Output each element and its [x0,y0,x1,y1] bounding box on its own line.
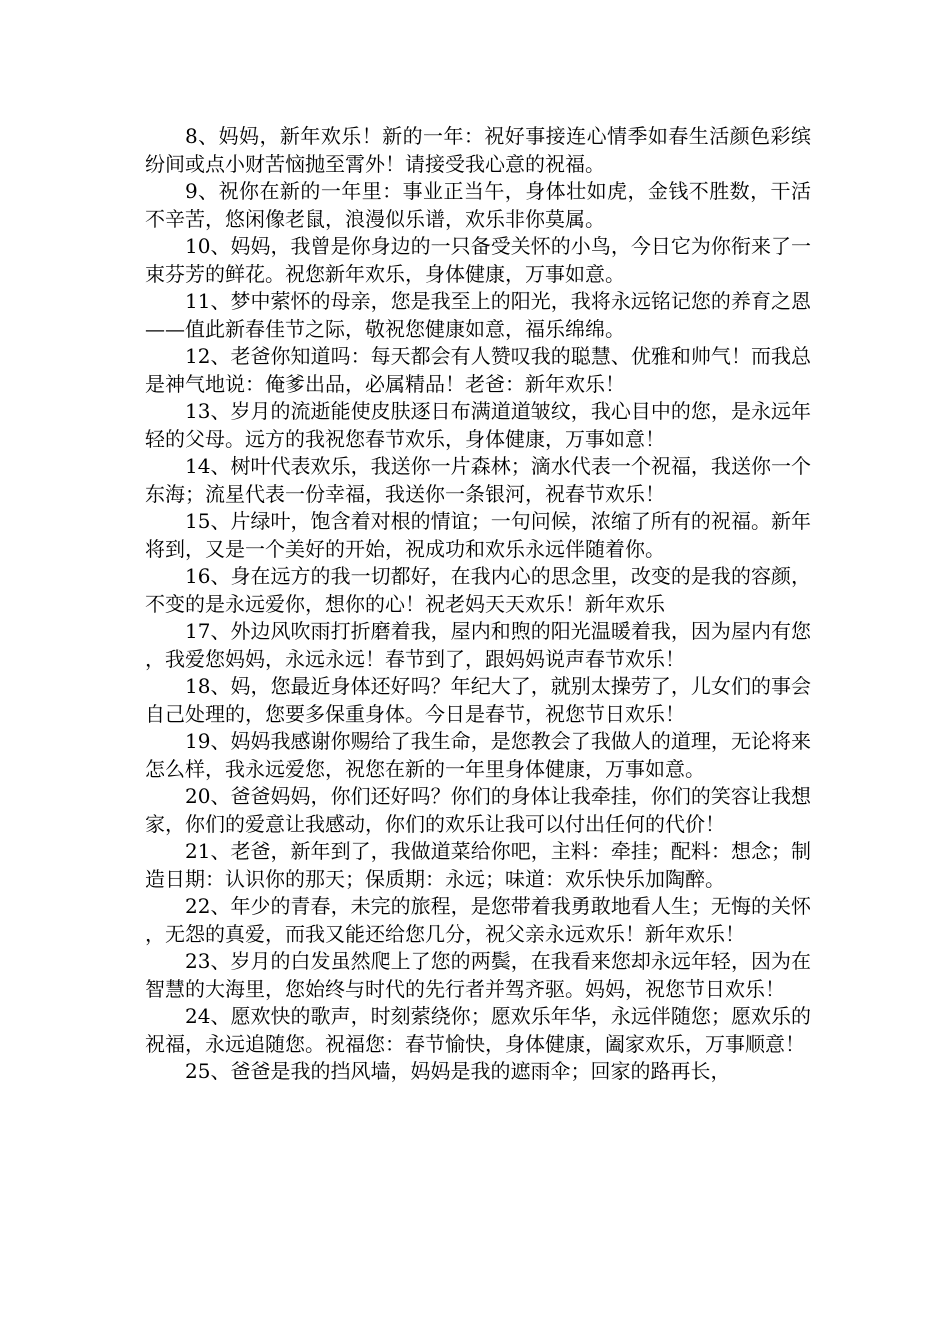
paragraph-17: 17、外边风吹雨打折磨着我，屋内和煦的阳光温暖着我，因为屋内有您，我爱您妈妈，永远永远！春节到了，跟妈妈说声春节欢乐！ [145,619,811,671]
paragraph-21: 21、老爸，新年到了，我做道菜给你吧，主料：牵挂；配料：想念；制造日期：认识你的那天；保质期：永远；味道：欢乐快乐加陶醉。 [145,839,811,891]
paragraph-16: 16、身在远方的我一切都好，在我内心的思念里，改变的是我的容颜，不变的是永远爱你，想你的心！祝老妈天天欢乐！新年欢乐 [145,564,811,616]
paragraph-11: 11、梦中萦怀的母亲，您是我至上的阳光，我将永远铭记您的养育之恩——值此新春佳节之际，敬祝您健康如意，福乐绵绵。 [145,289,811,341]
paragraph-22: 22、年少的青春，未完的旅程，是您带着我勇敢地看人生；无悔的关怀，无怨的真爱，而我又能还给您几分，祝父亲永远欢乐！新年欢乐！ [145,894,811,946]
paragraph-23: 23、岁月的白发虽然爬上了您的两鬓，在我看来您却永远年轻，因为在智慧的大海里，您始终与时代的先行者并驾齐驱。妈妈，祝您节日欢乐！ [145,949,811,1001]
paragraph-18: 18、妈，您最近身体还好吗？年纪大了，就别太操劳了，儿女们的事会自己处理的，您要多保重身体。今日是春节，祝您节日欢乐！ [145,674,811,726]
paragraph-14: 14、树叶代表欢乐，我送你一片森林；滴水代表一个祝福，我送你一个东海；流星代表一份幸福，我送你一条银河，祝春节欢乐！ [145,454,811,506]
paragraph-20: 20、爸爸妈妈，你们还好吗？你们的身体让我牵挂，你们的笑容让我想家，你们的爱意让我感动，你们的欢乐让我可以付出任何的代价！ [145,784,811,836]
body-text [145,123,811,1086]
paragraph-8: 8、妈妈，新年欢乐！新的一年：祝好事接连心情季如春生活颜色彩缤纷间或点小财苦恼抛至霄外！请接受我心意的祝福。 [145,124,811,176]
paragraph-13: 13、岁月的流逝能使皮肤逐日布满道道皱纹，我心目中的您，是永远年轻的父母。远方的我祝您春节欢乐，身体健康，万事如意！ [145,399,811,451]
paragraph-25: 25、爸爸是我的挡风墙，妈妈是我的遮雨伞；回家的路再长， [185,1059,731,1083]
paragraph-19: 19、妈妈我感谢你赐给了我生命，是您教会了我做人的道理，无论将来怎么样，我永远爱您，祝您在新的一年里身体健康，万事如意。 [145,729,811,781]
paragraph-9: 9、祝你在新的一年里：事业正当午，身体壮如虎，金钱不胜数，干活不辛苦，悠闲像老鼠，浪漫似乐谱，欢乐非你莫属。 [145,179,811,231]
paragraph-15: 15、片绿叶，饱含着对根的情谊；一句问候，浓缩了所有的祝福。新年将到，又是一个美好的开始，祝成功和欢乐永远伴随着你。 [145,509,811,561]
paragraph-24: 24、愿欢快的歌声，时刻萦绕你；愿欢乐年华，永远伴随您；愿欢乐的祝福，永远追随您。祝福您：春节愉快，身体健康，阖家欢乐，万事顺意！ [145,1004,811,1056]
paragraph-10: 10、妈妈，我曾是你身边的一只备受关怀的小鸟，今日它为你衔来了一束芬芳的鲜花。祝您新年欢乐，身体健康，万事如意。 [145,234,811,286]
paragraph-12: 12、老爸你知道吗：每天都会有人赞叹我的聪慧、优雅和帅气！而我总是神气地说：俺爹出品，必属精品！老爸：新年欢乐！ [145,344,811,396]
